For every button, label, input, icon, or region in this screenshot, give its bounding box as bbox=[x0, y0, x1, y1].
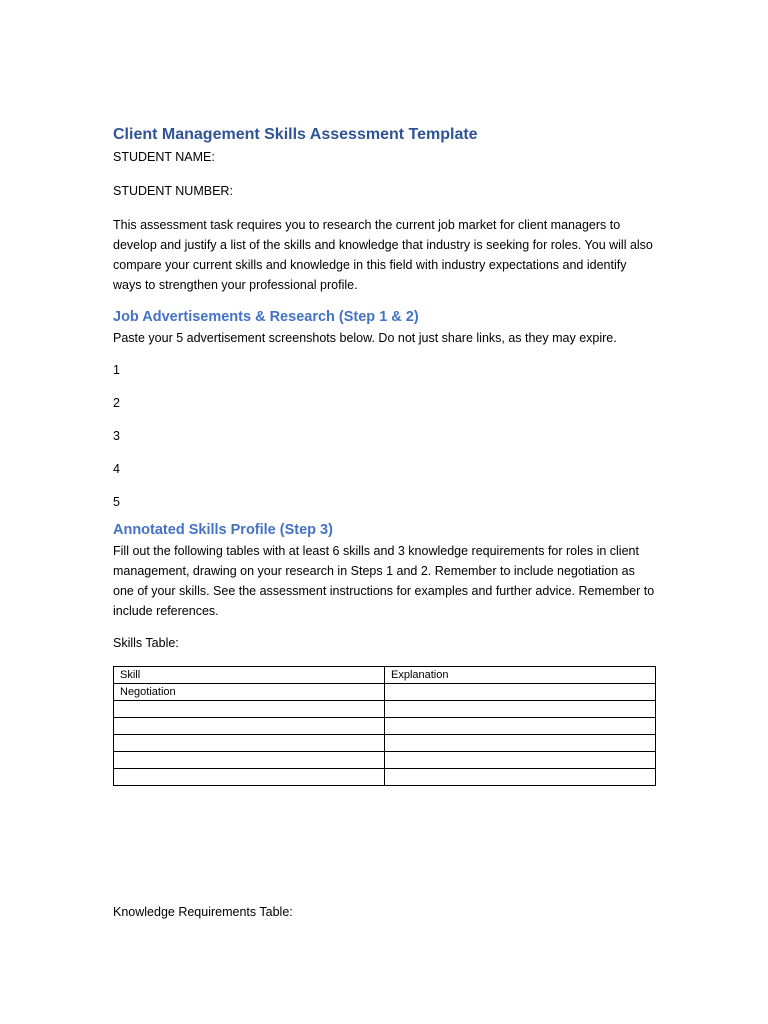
skill-cell[interactable]: Negotiation bbox=[114, 684, 385, 701]
table-row bbox=[114, 684, 656, 701]
skill-cell[interactable] bbox=[114, 752, 385, 769]
screenshot-slot-2: 2 bbox=[113, 396, 120, 410]
table-row bbox=[114, 752, 656, 769]
screenshot-slot-5: 5 bbox=[113, 495, 120, 509]
skills-table-label: Skills Table: bbox=[113, 636, 179, 650]
table-row bbox=[114, 735, 656, 752]
table-row bbox=[114, 701, 656, 718]
job-ads-instruction: Paste your 5 advertisement screenshots below. Do not just share links, as they may expire. bbox=[113, 331, 617, 345]
skills-table bbox=[113, 666, 656, 786]
skill-cell[interactable] bbox=[114, 735, 385, 752]
skills-profile-instruction: Fill out the following tables with at least 6 skills and 3 knowledge requirements for roles in client management, drawing on your research in Steps 1 and 2. Remember to include negotiation as one of your skills. See the assessment instructions for examples and further advice. Remember to include references. bbox=[113, 544, 655, 618]
skill-cell[interactable] bbox=[114, 701, 385, 718]
document-page bbox=[113, 124, 658, 786]
skill-cell[interactable] bbox=[114, 769, 385, 786]
screenshot-slot-4: 4 bbox=[113, 462, 120, 476]
explanation-cell[interactable] bbox=[385, 718, 656, 735]
section-heading-skills-profile: Annotated Skills Profile (Step 3) bbox=[113, 522, 333, 538]
explanation-cell[interactable] bbox=[385, 701, 656, 718]
skill-cell[interactable] bbox=[114, 718, 385, 735]
explanation-cell[interactable] bbox=[385, 684, 656, 701]
explanation-cell[interactable] bbox=[385, 752, 656, 769]
table-row bbox=[114, 718, 656, 735]
header-cell-explanation: Explanation bbox=[385, 667, 656, 684]
document-title: Client Management Skills Assessment Template bbox=[113, 126, 478, 143]
table-header-row bbox=[114, 667, 656, 684]
knowledge-table-label: Knowledge Requirements Table: bbox=[113, 905, 293, 919]
table-row bbox=[114, 769, 656, 786]
student-name-label: STUDENT NAME: bbox=[113, 150, 215, 164]
student-number-label: STUDENT NUMBER: bbox=[113, 184, 233, 198]
explanation-cell[interactable] bbox=[385, 735, 656, 752]
section-heading-job-ads: Job Advertisements & Research (Step 1 & 2) bbox=[113, 309, 419, 325]
screenshot-slot-1: 1 bbox=[113, 363, 120, 377]
explanation-cell[interactable] bbox=[385, 769, 656, 786]
screenshot-slot-3: 3 bbox=[113, 429, 120, 443]
intro-paragraph: This assessment task requires you to research the current job market for client managers to develop and justify a list of the skills and knowledge that industry is seeking for roles. You will also compare your current skills and knowledge in this field with industry expectations and identify ways to strengthen your professional profile. bbox=[113, 218, 653, 292]
header-cell-skill: Skill bbox=[114, 667, 385, 684]
